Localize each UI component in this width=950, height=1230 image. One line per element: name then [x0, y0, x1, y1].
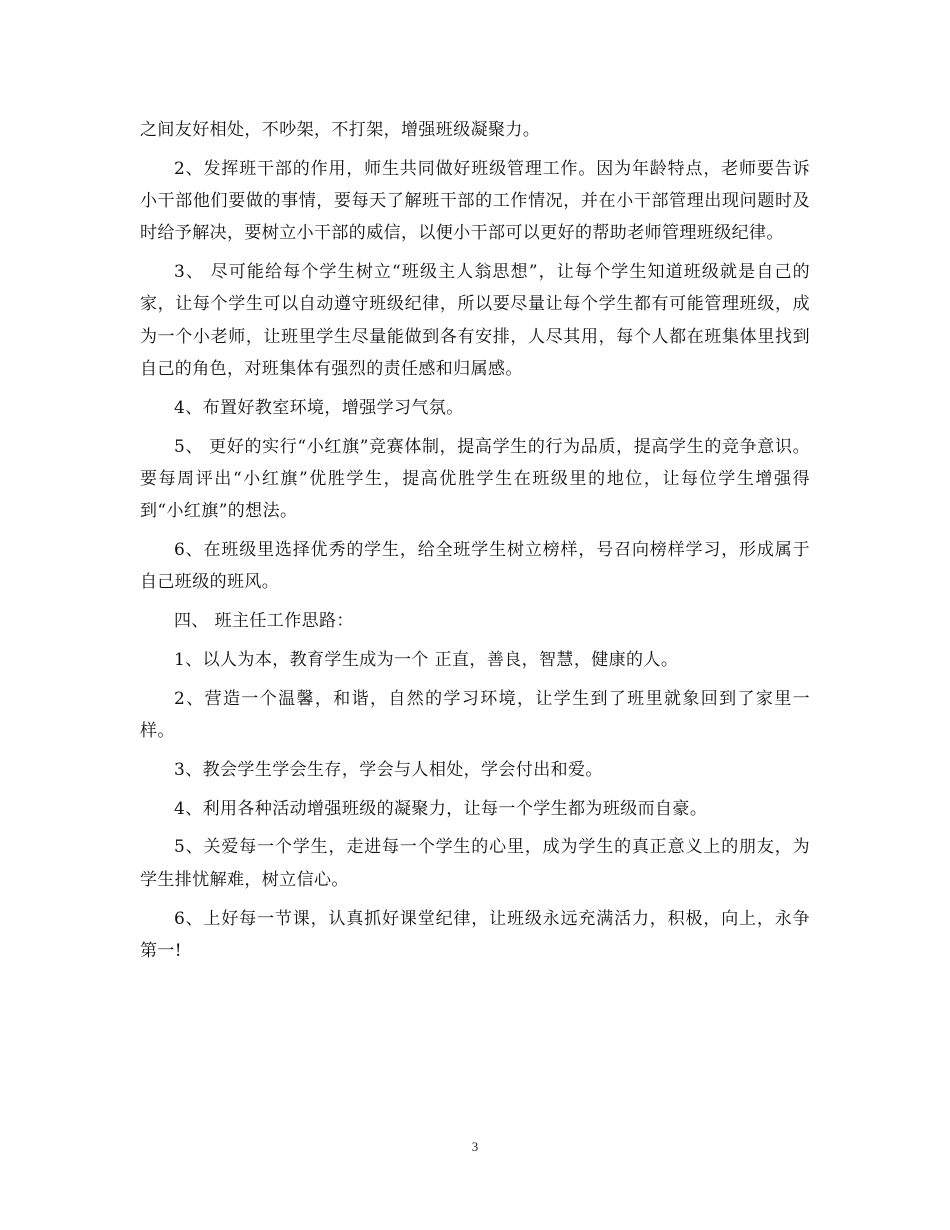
paragraph-item-4-classroom: 4、布置好教室环境，增强学习气氛。 — [174, 397, 464, 418]
paragraph-idea-2: 2、营造一个温馨，和谐，自然的学习环境，让学生到了班里就象回到了家里一样。 — [140, 688, 810, 742]
paragraph-item-5-red-flag: 5、 更好的实行“小红旗”竞赛体制，提高学生的行为品质，提高学生的竞争意识。要每周评出“小红旗”优胜学生，提高优胜学生在班级里的地位，让每位学生增强得到“小红旗”的想法。 — [140, 436, 810, 522]
paragraph-item-2-class-cadres: 2、发挥班干部的作用，师生共同做好班级管理工作。因为年龄特点，老师要告诉小干部他们要做的事情，要每天了解班干部的工作情况，并在小干部管理出现问题时及时给予解决，要树立小干部的威信，以便小干部可以更好的帮助老师管理班级纪律。 — [140, 158, 810, 244]
paragraph-idea-4: 4、利用各种活动增强班级的凝聚力，让每一个学生都为班级而自豪。 — [174, 798, 708, 819]
document-body — [140, 114, 810, 967]
paragraph-item-6-role-models: 6、在班级里选择优秀的学生，给全班学生树立榜样，号召向榜样学习，形成属于自己班级的班风。 — [140, 540, 810, 593]
paragraph-idea-1: 1、以人为本，教育学生成为一个 正直，善良，智慧，健康的人。 — [174, 649, 679, 670]
paragraph-idea-5: 5、关爱每一个学生，走进每一个学生的心里，成为学生的真正意义上的朋友，为学生排忧解难，树立信心。 — [140, 837, 810, 890]
page-number: 3 — [471, 1139, 479, 1154]
paragraph-idea-3: 3、教会学生学会生存，学会与人相处，学会付出和爱。 — [174, 759, 603, 780]
paragraph-item-3-ownership: 3、 尽可能给每个学生树立“班级主人翁思想”，让每个学生知道班级就是自己的家，让每个学生可以自动遵守班级纪律，所以要尽量让每个学生都有可能管理班级，成为一个小老师，让班里学生尽量能做到各有安排，人尽其用，每个人都在班集体里找到自己的角色，对班集体有强烈的责任感和归属感。 — [140, 262, 810, 380]
paragraph-idea-6: 6、上好每一节课，认真抓好课堂纪律，让班级永远充满活力，积极，向上，永争第一! — [140, 908, 810, 961]
section-heading-work-ideas: 四、 班主任工作思路： — [174, 611, 354, 632]
paragraph-continuation: 之间友好相处，不吵架，不打架，增强班级凝聚力。 — [140, 120, 541, 140]
